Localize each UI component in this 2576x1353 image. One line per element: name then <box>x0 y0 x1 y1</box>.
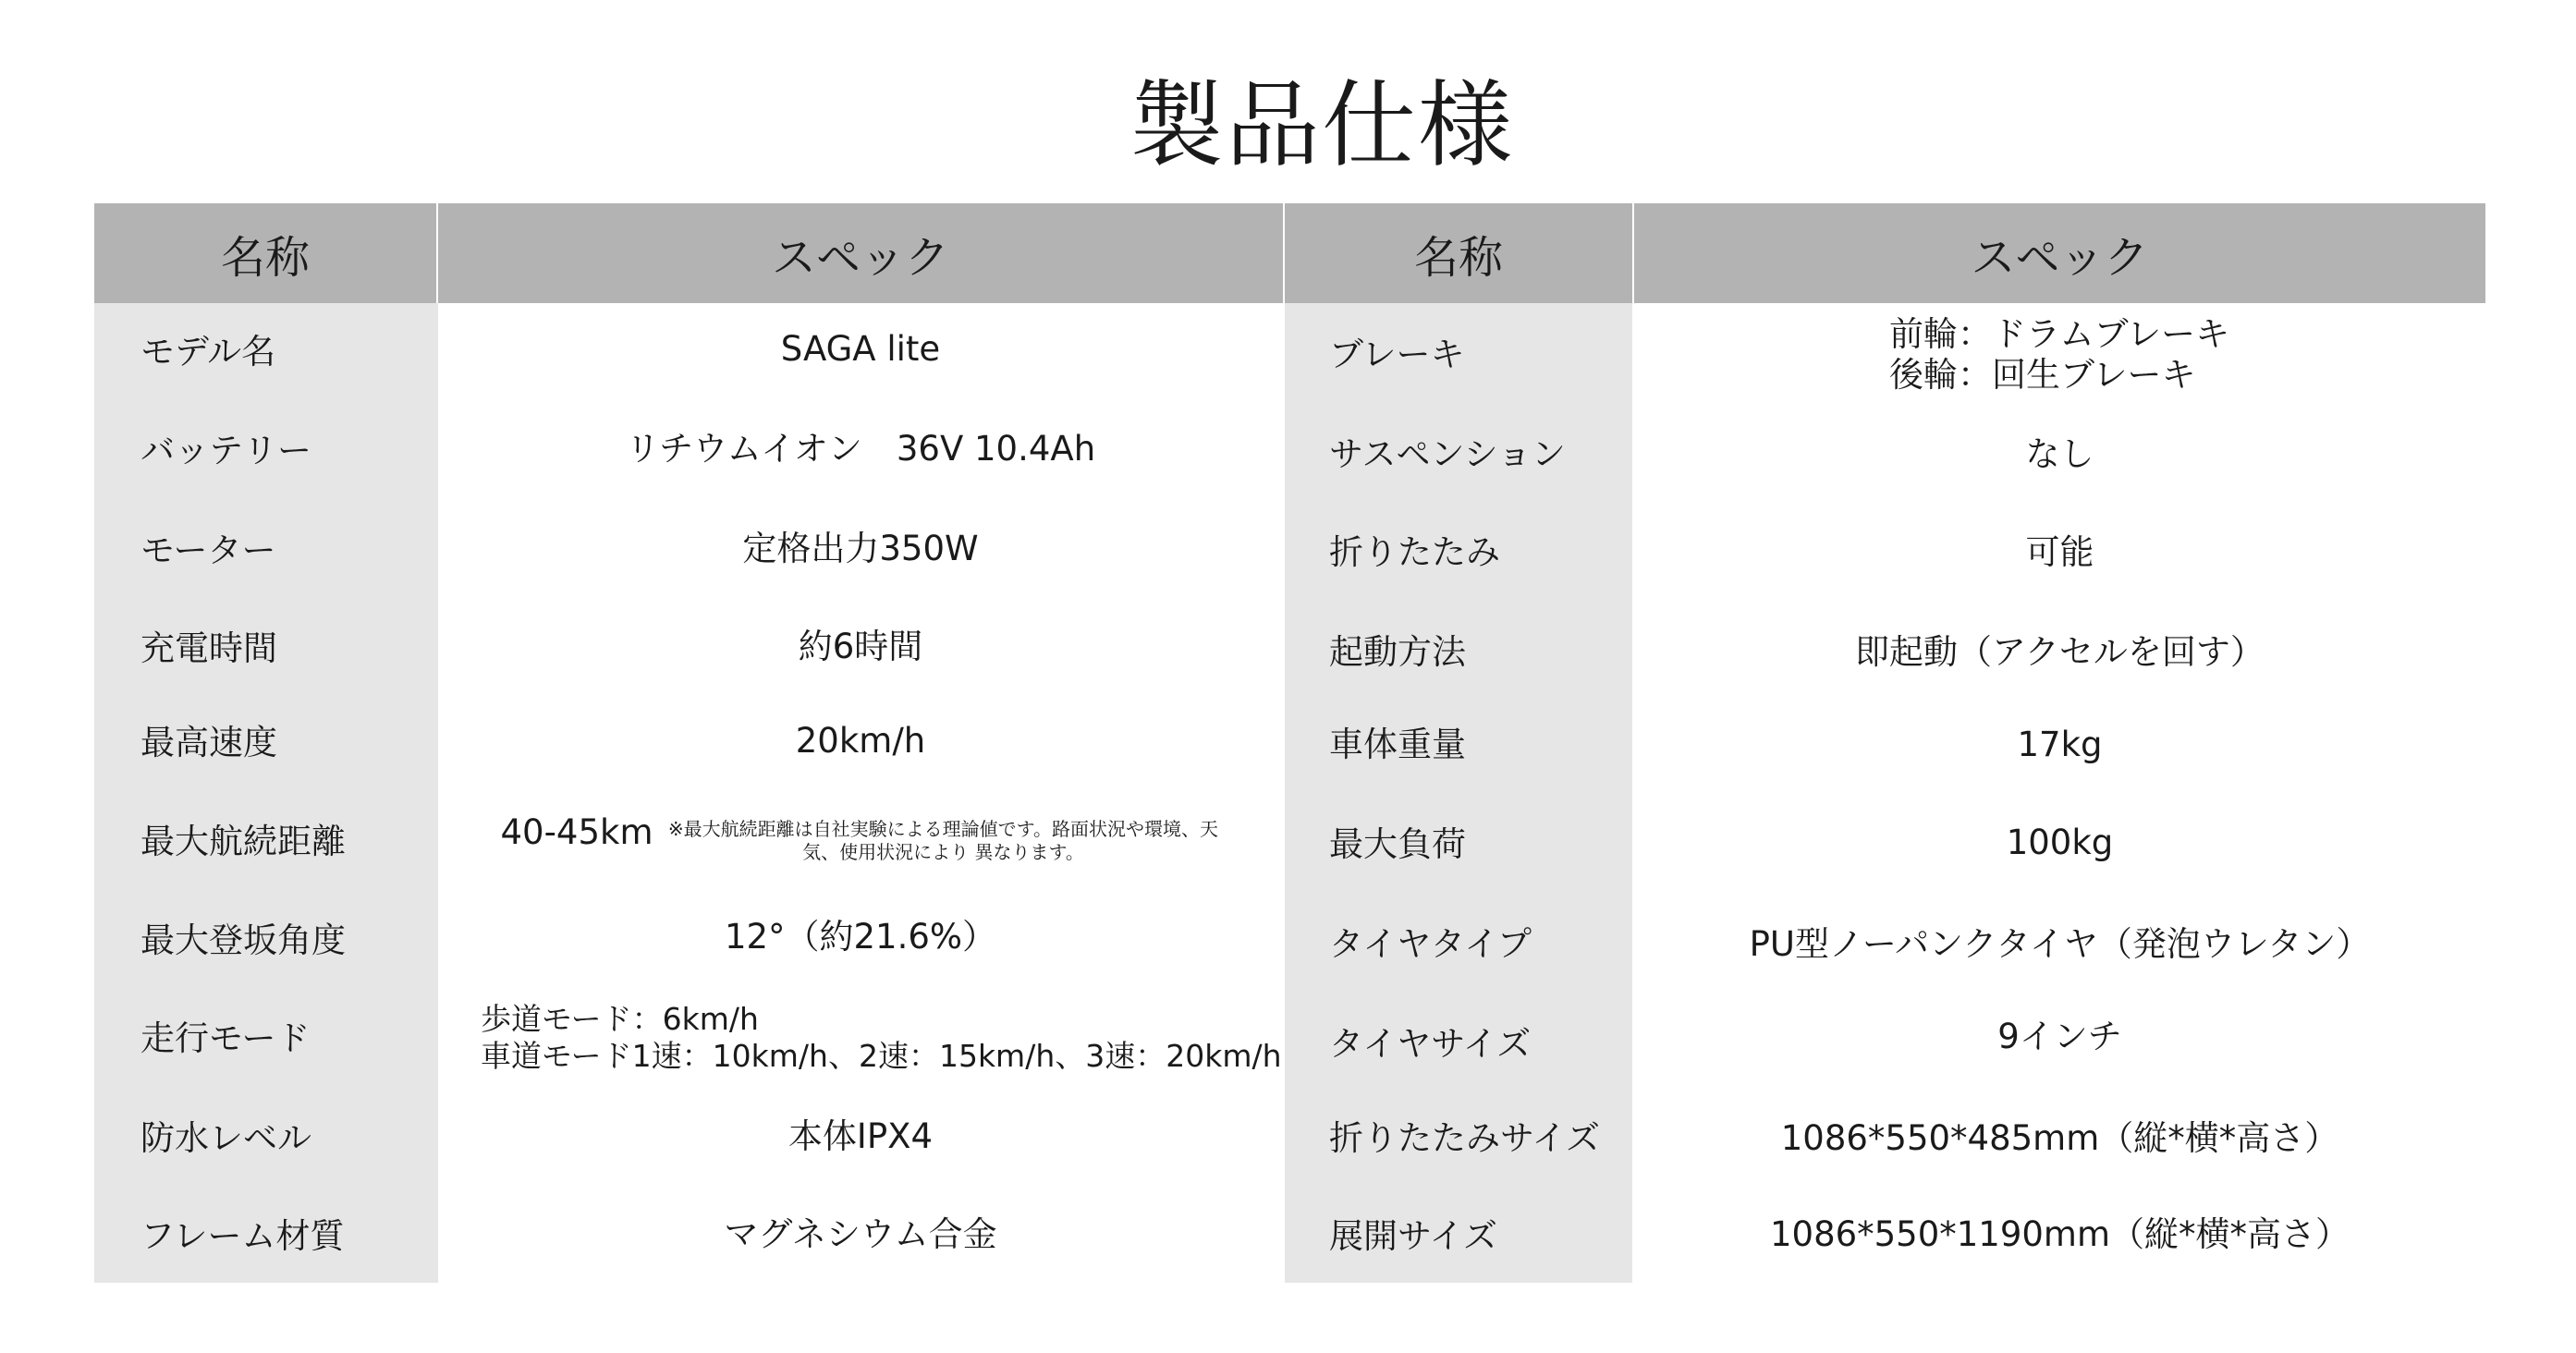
left-row-2-spec: 定格出力350W <box>742 528 979 568</box>
right-row-5-name: 最大負荷 <box>1329 823 1466 864</box>
header-label: スペック <box>1971 231 2149 284</box>
page-title: 製品仕様 <box>1129 71 1514 181</box>
mode-line: 歩道モード：6km/h <box>481 1001 759 1038</box>
left-row-0-name: モデル名 <box>140 331 276 372</box>
right-row-9-spec: 1086*550*1190mm（縦*横*高さ） <box>1769 1213 2350 1254</box>
right-row-3-name: 起動方法 <box>1329 631 1466 672</box>
right-row-7-name: タイヤサイズ <box>1329 1023 1532 1064</box>
left-row-8-name: 防水レベル <box>140 1117 311 1158</box>
left-row-8-spec: 本体IPX4 <box>787 1115 934 1156</box>
left-row-1-name: バッテリー <box>140 430 311 470</box>
header-right-spec <box>1634 203 2485 303</box>
range-value: 40-45km <box>500 812 653 852</box>
right-row-1-spec: なし <box>2025 433 2094 474</box>
header-left-name <box>94 203 436 303</box>
brake-line: 後輪：回生ブレーキ <box>1889 355 2196 395</box>
right-row-0-name: ブレーキ <box>1329 334 1465 374</box>
left-row-1-spec: リチウムイオン 36V 10.4Ah <box>625 428 1096 469</box>
left-row-3-spec: 約6時間 <box>798 626 923 666</box>
right-row-8-spec: 1086*550*485mm（縦*横*高さ） <box>1780 1117 2339 1158</box>
right-row-6-spec: PU型ノーパンクタイヤ（発泡ウレタン） <box>1749 923 2371 964</box>
mode-line: 車道モード1速：10km/h、2速：15km/h、3速：20km/h <box>481 1038 1282 1074</box>
right-row-2-spec: 可能 <box>2025 531 2094 572</box>
left-row-0-spec: SAGA lite <box>780 328 941 369</box>
left-row-6-name: 最大登坂角度 <box>140 920 346 960</box>
right-row-9-name: 展開サイズ <box>1329 1215 1498 1256</box>
right-row-4-name: 車体重量 <box>1329 724 1466 764</box>
right-row-3-spec: 即起動（アクセルを回す） <box>1855 631 2265 672</box>
left-row-5-spec <box>438 795 1283 887</box>
range-spec-wrap <box>500 812 1221 864</box>
mode-lines <box>481 1001 1282 1074</box>
left-row-7-name: 走行モード <box>140 1018 311 1058</box>
header-label: 名称 <box>1413 231 1503 284</box>
header-label: スペック <box>771 231 949 284</box>
right-row-7-spec: 9インチ <box>1997 1016 2122 1056</box>
right-row-6-name: タイヤタイプ <box>1329 923 1532 964</box>
brake-line: 前輪：ドラムブレーキ <box>1889 313 2230 354</box>
left-row-6-spec: 12°（約21.6%） <box>724 916 997 957</box>
left-row-9-spec: マグネシウム合金 <box>724 1213 997 1254</box>
header-right-name <box>1285 203 1632 303</box>
right-row-1-name: サスペンション <box>1329 433 1566 474</box>
left-row-5-name: 最大航続距離 <box>140 821 346 861</box>
right-row-5-spec: 100kg <box>2006 822 2114 862</box>
left-row-4-name: 最高速度 <box>140 722 277 762</box>
right-row-2-name: 折りたたみ <box>1329 531 1500 572</box>
right-row-0-spec <box>1889 309 2485 401</box>
right-row-8-name: 折りたたみサイズ <box>1329 1117 1601 1158</box>
left-row-4-spec: 20km/h <box>795 720 926 761</box>
left-row-9-name: フレーム材質 <box>140 1215 345 1256</box>
right-row-4-spec: 17kg <box>2017 724 2103 764</box>
left-row-7-spec <box>481 992 1283 1084</box>
left-row-2-name: モーター <box>140 530 276 570</box>
header-left-spec <box>438 203 1283 303</box>
brake-lines <box>1889 314 2229 396</box>
header-label: 名称 <box>220 231 310 284</box>
left-row-3-name: 充電時間 <box>140 628 277 668</box>
range-note: ※最大航続距離は自社実験による理論値です。路面状況や環境、天気、使用状況により 異なります。 <box>667 818 1219 863</box>
